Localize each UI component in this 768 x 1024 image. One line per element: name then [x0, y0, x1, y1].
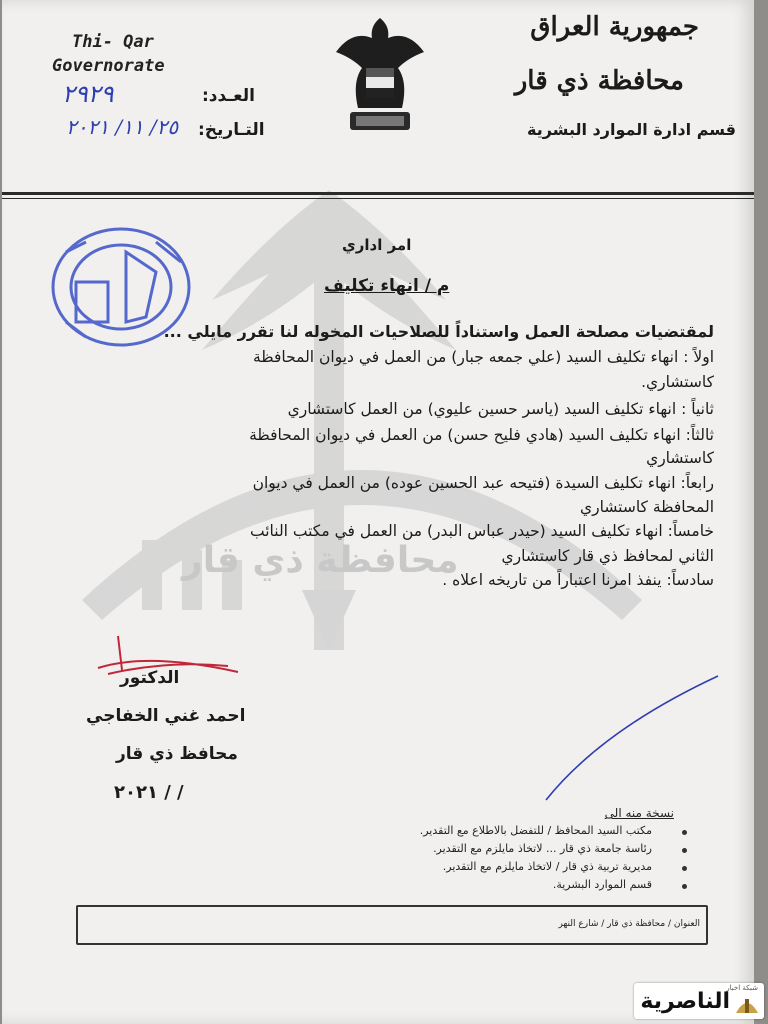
brand-small: شبكة اخبار: [726, 984, 758, 992]
copy-item: مكتب السيد المحافظ / للتفضل بالاطلاع مع التقدير.: [419, 824, 652, 837]
order-line: المحافظة كاستشاري: [579, 498, 714, 516]
signature-name: احمد غني الخفاجي: [86, 706, 246, 726]
date-value: ٢٥/ ١١/ ٢٠٢١: [66, 115, 179, 139]
order-line: اولاً : انهاء تكليف السيد (علي جمعه جبار) من العمل في ديوان المحافظة: [252, 348, 714, 366]
order-line: الثاني لمحافظ ذي قار كاستشاري: [501, 547, 714, 565]
department-title: قسم ادارة الموارد البشرية: [527, 120, 736, 139]
brand-icon: [734, 991, 760, 1015]
order-subject: م / انهاء تكليف: [324, 276, 450, 296]
order-line: رابعاً: انهاء تكليف السيدة (فتيحه عبد الحسين عوده) من العمل في ديوان: [252, 474, 714, 492]
number-label: العـدد:: [202, 86, 255, 106]
footer-address-box: [76, 905, 708, 945]
brand-name: الناصرية: [640, 989, 730, 1014]
order-line: ثالثاً: انهاء تكليف السيد (هادي فليح حسن) من العمل في ديوان المحافظة: [249, 426, 714, 444]
order-intro: لمقتضيات مصلحة العمل واستناداً للصلاحيات المخوله لنا تقرر مايلي ...: [163, 322, 714, 341]
copy-bullet: [682, 848, 687, 853]
date-label: التـاريخ:: [198, 120, 265, 140]
order-type: امر اداري: [342, 236, 412, 254]
copy-item: مديرية تربية ذي قار / لاتخاذ مايلزم مع التقدير.: [442, 860, 652, 873]
copy-item: قسم الموارد البشرية.: [552, 878, 652, 891]
header-rule-thick: [2, 192, 754, 195]
republic-title: جمهورية العراق: [530, 12, 699, 42]
footer-address: العنوان / محافظة ذي قار / شارع النهر: [558, 919, 700, 929]
copy-bullet: [682, 866, 687, 871]
governorate-title: محافظة ذي قار: [514, 66, 684, 96]
copies-heading: نسخة منه الى: [604, 806, 674, 820]
header-rule-thin: [2, 198, 754, 199]
iraq-eagle-emblem: [332, 12, 428, 142]
copy-bullet: [682, 830, 687, 835]
order-line: ثانياً : انهاء تكليف السيد (ياسر حسين عليوي) من العمل كاستشاري: [287, 400, 714, 418]
document-page: [2, 0, 754, 1024]
copy-item: رئاسة جامعة ذي قار ... لاتخاذ مايلزم مع التقدير.: [433, 842, 652, 855]
signature-position: محافظ ذي قار: [116, 744, 238, 764]
watermark-pen-nib: [302, 590, 356, 650]
signature-title: الدكتور: [120, 668, 180, 688]
order-line: خامساً: انهاء تكليف السيد (حيدر عباس البدر) من العمل في مكتب النائب: [250, 522, 714, 540]
signature-date: / / ٢٠٢١: [114, 782, 184, 803]
order-line: كاستشاري.: [641, 373, 714, 391]
order-line: سادساً: ينفذ امرنا اعتباراً من تاريخه اعلاه .: [442, 571, 714, 589]
header-en-line2: Governorate: [52, 56, 165, 76]
order-line: كاستشاري: [646, 449, 714, 467]
watermark-text: محافظة ذي قار: [182, 540, 459, 581]
pen-stroke: [542, 670, 722, 810]
nasiriyah-logo: [634, 983, 764, 1019]
number-value: ٢٩٢٩: [62, 80, 114, 108]
copy-bullet: [682, 884, 687, 889]
header-en-line1: Thi- Qar: [72, 32, 154, 52]
